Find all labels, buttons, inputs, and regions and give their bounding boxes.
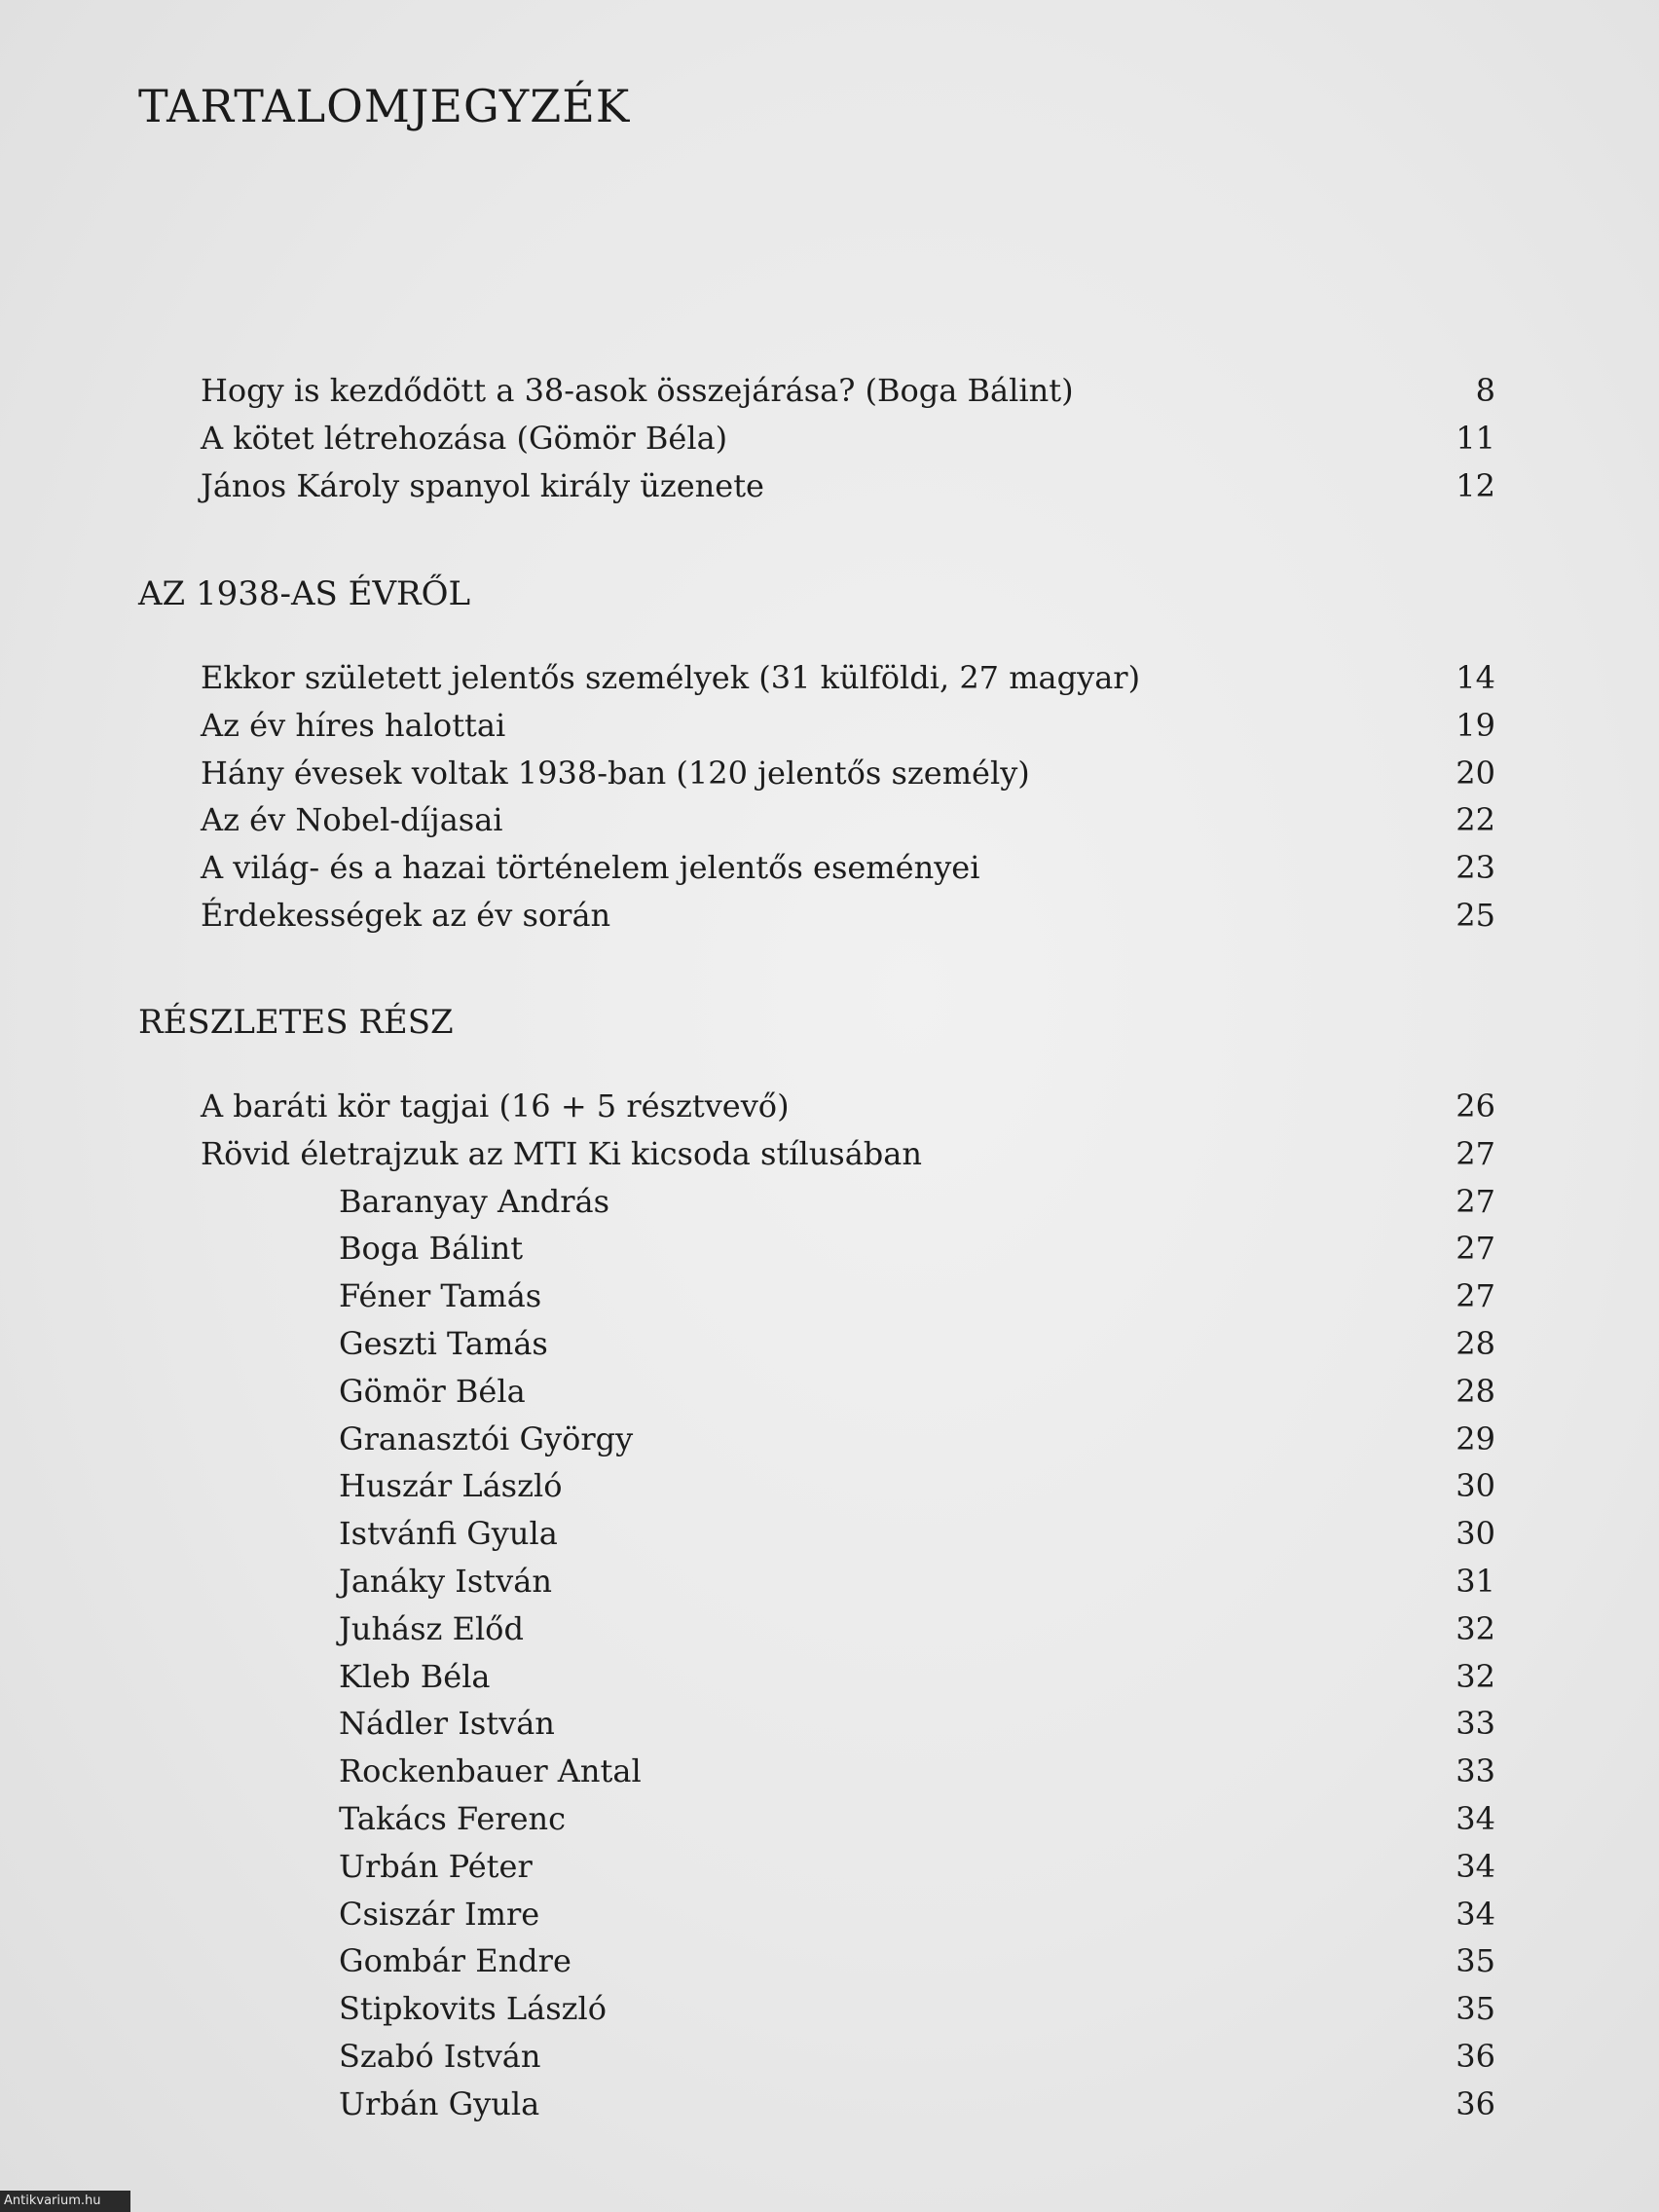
toc-subentry-page: 29 bbox=[1456, 1419, 1495, 1457]
toc-subentry-page: 30 bbox=[1456, 1467, 1495, 1505]
toc-subentry[interactable] bbox=[0, 1937, 1659, 1985]
toc-entry-title: Ekkor született jelentős személyek (31 külföldi, 27 magyar) bbox=[201, 659, 1141, 696]
toc-subentry[interactable] bbox=[0, 1605, 1659, 1653]
toc-subentry-title: Huszár László bbox=[339, 1467, 563, 1505]
toc-entry-title: Az év híres halottai bbox=[201, 706, 506, 744]
toc-subentry[interactable] bbox=[0, 1795, 1659, 1843]
toc-entry-page: 27 bbox=[1456, 1134, 1495, 1172]
toc-entry[interactable] bbox=[0, 1083, 1659, 1130]
toc-entry-title: Hány évesek voltak 1938-ban (120 jelentős személy) bbox=[201, 754, 1030, 792]
toc-subentry[interactable] bbox=[0, 1272, 1659, 1320]
toc-subentry-page: 36 bbox=[1456, 2037, 1495, 2075]
toc-entry[interactable] bbox=[0, 1130, 1659, 1178]
toc-subentry-page: 34 bbox=[1456, 1799, 1495, 1837]
section-heading: RÉSZLETES RÉSZ bbox=[138, 1003, 454, 1042]
toc-subentry-title: Rockenbauer Antal bbox=[339, 1752, 642, 1790]
toc-subentry-page: 30 bbox=[1456, 1515, 1495, 1553]
toc-entry[interactable] bbox=[0, 844, 1659, 892]
toc-subentry-page: 32 bbox=[1456, 1657, 1495, 1695]
toc-subentry-title: Kleb Béla bbox=[339, 1657, 491, 1695]
toc-entry-page: 14 bbox=[1456, 659, 1495, 696]
toc-subentry-title: Stipkovits László bbox=[339, 1990, 608, 2028]
toc-subentry-title: Takács Ferenc bbox=[339, 1799, 567, 1837]
toc-subentry-page: 31 bbox=[1456, 1562, 1495, 1600]
toc-subentry[interactable] bbox=[0, 1891, 1659, 1938]
toc-subentry-title: Juhász Előd bbox=[339, 1609, 524, 1647]
toc-entry-page: 20 bbox=[1456, 754, 1495, 792]
toc-subentry[interactable] bbox=[0, 1462, 1659, 1510]
toc-subentry-page: 33 bbox=[1456, 1705, 1495, 1743]
toc-subentry[interactable] bbox=[0, 1748, 1659, 1795]
toc-subentry[interactable] bbox=[0, 1653, 1659, 1701]
toc-subentry-title: Boga Bálint bbox=[339, 1230, 524, 1268]
toc-subentry-title: Urbán Péter bbox=[339, 1847, 533, 1885]
toc-subentry-page: 32 bbox=[1456, 1609, 1495, 1647]
toc-subentry[interactable] bbox=[0, 1510, 1659, 1558]
toc-subentry-page: 28 bbox=[1456, 1324, 1495, 1362]
toc-subentry-page: 36 bbox=[1456, 2084, 1495, 2122]
toc-subentry-page: 27 bbox=[1456, 1277, 1495, 1315]
watermark: Antikvarium.hu bbox=[0, 2191, 130, 2212]
toc-subentry-page: 35 bbox=[1456, 1990, 1495, 2028]
toc-entry-title: A kötet létrehozása (Gömör Béla) bbox=[201, 419, 728, 457]
toc-subentry-title: Janáky István bbox=[339, 1562, 552, 1600]
toc-subentry-page: 27 bbox=[1456, 1182, 1495, 1220]
toc-entry[interactable] bbox=[0, 367, 1659, 415]
toc-entry-page: 8 bbox=[1475, 372, 1495, 409]
toc-subentry-title: Szabó István bbox=[339, 2037, 541, 2075]
toc-subentry-title: Urbán Gyula bbox=[339, 2084, 540, 2122]
toc-subentry[interactable] bbox=[0, 1368, 1659, 1416]
toc-subentry-title: Nádler István bbox=[339, 1705, 555, 1743]
toc-subentry-title: Baranyay András bbox=[339, 1182, 609, 1220]
toc-entry-page: 19 bbox=[1456, 706, 1495, 744]
toc-subentry[interactable] bbox=[0, 1225, 1659, 1272]
toc-subentry-title: Geszti Tamás bbox=[339, 1324, 548, 1362]
toc-subentry-title: Granasztói György bbox=[339, 1419, 634, 1457]
toc-subentry-page: 34 bbox=[1456, 1847, 1495, 1885]
toc-entry-page: 22 bbox=[1456, 801, 1495, 839]
toc-subentry-page: 27 bbox=[1456, 1230, 1495, 1268]
toc-entry-title: Érdekességek az év során bbox=[201, 896, 611, 934]
toc-subentry-page: 28 bbox=[1456, 1372, 1495, 1410]
toc-entry[interactable] bbox=[0, 892, 1659, 940]
toc-entry-title: Rövid életrajzuk az MTI Ki kicsoda stílusában bbox=[201, 1134, 922, 1172]
toc-entry[interactable] bbox=[0, 654, 1659, 702]
toc-subentry[interactable] bbox=[0, 2033, 1659, 2081]
toc-subentry[interactable] bbox=[0, 2081, 1659, 2128]
toc-entry-title: A világ- és a hazai történelem jelentős eseményei bbox=[201, 849, 980, 887]
toc-subentry-page: 34 bbox=[1456, 1895, 1495, 1933]
toc-subentry[interactable] bbox=[0, 1178, 1659, 1226]
toc-entry-page: 11 bbox=[1456, 419, 1495, 457]
toc-entry-page: 25 bbox=[1456, 896, 1495, 934]
toc-entry-title: János Károly spanyol király üzenete bbox=[201, 466, 764, 504]
toc-entry-page: 12 bbox=[1456, 466, 1495, 504]
toc-subentry-page: 35 bbox=[1456, 1942, 1495, 1980]
toc-subentry[interactable] bbox=[0, 1985, 1659, 2033]
toc-subentry[interactable] bbox=[0, 1700, 1659, 1748]
toc-entry[interactable] bbox=[0, 796, 1659, 844]
toc-entry[interactable] bbox=[0, 415, 1659, 462]
toc-subentry-title: Csiszár Imre bbox=[339, 1895, 540, 1933]
section2-list bbox=[0, 1083, 1659, 2128]
toc-subentry[interactable] bbox=[0, 1416, 1659, 1463]
toc-subentry[interactable] bbox=[0, 1843, 1659, 1891]
toc-subentry-title: Gombár Endre bbox=[339, 1942, 571, 1980]
section1-list bbox=[0, 654, 1659, 940]
toc-subentry[interactable] bbox=[0, 1320, 1659, 1368]
toc-subentry-title: Féner Tamás bbox=[339, 1277, 542, 1315]
toc-subentry-title: Gömör Béla bbox=[339, 1372, 526, 1410]
toc-subentry[interactable] bbox=[0, 1558, 1659, 1605]
toc-entry[interactable] bbox=[0, 462, 1659, 510]
toc-entry-title: Az év Nobel-díjasai bbox=[201, 801, 503, 839]
toc-entry-page: 26 bbox=[1456, 1088, 1495, 1124]
toc-entry[interactable] bbox=[0, 702, 1659, 750]
section-heading: AZ 1938-AS ÉVRŐL bbox=[138, 574, 471, 613]
toc-entry[interactable] bbox=[0, 750, 1659, 797]
intro-list bbox=[0, 367, 1659, 509]
page-title: TARTALOMJEGYZÉK bbox=[138, 80, 631, 132]
toc-entry-page: 23 bbox=[1456, 849, 1495, 887]
toc-entry-title: A baráti kör tagjai (16 + 5 résztvevő) bbox=[201, 1088, 790, 1124]
toc-subentry-title: Istvánfi Gyula bbox=[339, 1515, 558, 1553]
toc-subentry-page: 33 bbox=[1456, 1752, 1495, 1790]
toc-entry-title: Hogy is kezdődött a 38-asok összejárása? (Boga Bálint) bbox=[201, 372, 1074, 409]
